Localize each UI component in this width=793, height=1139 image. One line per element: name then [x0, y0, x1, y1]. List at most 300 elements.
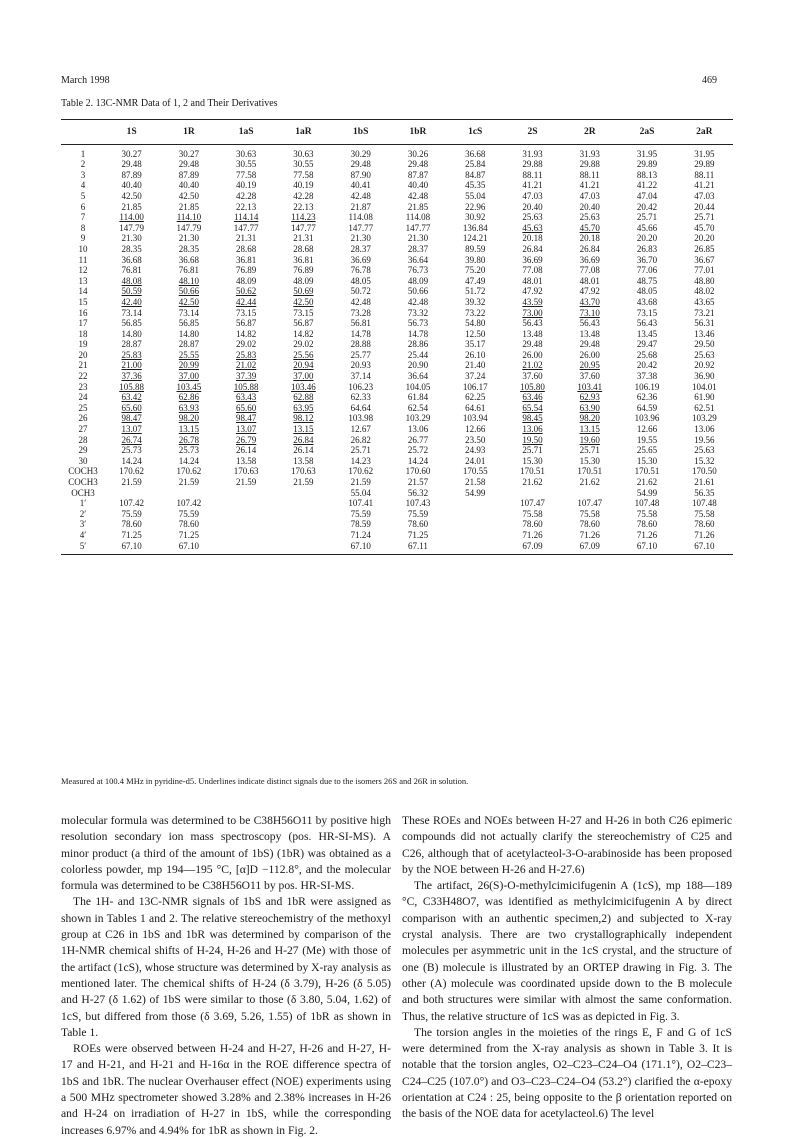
table-row — [61, 360, 733, 371]
table-cell — [447, 541, 504, 555]
table-cell: 28.37 — [407, 243, 429, 254]
table-cell: 29.02 — [236, 339, 257, 350]
table-cell: 14.24 — [407, 455, 429, 466]
table-cell: 104.05 — [405, 381, 431, 392]
table-cell — [504, 488, 561, 499]
table-cell: 47.03 — [579, 190, 600, 201]
table-cell: 42.50 — [178, 296, 200, 307]
table-cell: 106.19 — [634, 381, 660, 392]
table-cell: 42.28 — [293, 190, 314, 201]
table-cell: 71.25 — [178, 529, 200, 540]
table-cell: 103.41 — [577, 381, 603, 392]
table-cell: 67.09 — [579, 540, 600, 551]
table-cell: 25.71 — [579, 445, 600, 456]
table-cell: 63.90 — [579, 402, 600, 413]
table-cell: 114.23 — [291, 212, 316, 223]
table-row — [61, 180, 733, 191]
table-row — [61, 276, 733, 287]
table-cell: 29.48 — [522, 339, 543, 350]
table-cell: 54.99 — [465, 487, 486, 498]
table-cell: 62.25 — [465, 392, 486, 403]
table-cell: 15.32 — [694, 455, 715, 466]
table-cell: 73.15 — [293, 307, 314, 318]
table-cell: 170.51 — [520, 466, 545, 477]
table-cell: 39.32 — [465, 296, 486, 307]
table-cell: 48.05 — [350, 275, 371, 286]
row-label: 5′ — [79, 540, 87, 551]
table-cell: 26.74 — [121, 434, 142, 445]
table-cell: 170.51 — [634, 466, 660, 477]
table-cell: 73.21 — [694, 307, 715, 318]
table-cell: 103.46 — [291, 381, 316, 392]
table-cell: 41.22 — [636, 180, 658, 191]
row-label: 7 — [80, 212, 86, 223]
table-row — [61, 329, 733, 340]
table-cell: 21.61 — [694, 477, 715, 487]
column-header: 1R — [160, 120, 217, 145]
table-cell: 20.94 — [293, 360, 314, 371]
table-cell: 36.69 — [522, 254, 543, 265]
table-cell: 114.14 — [233, 212, 259, 223]
table-row — [61, 466, 733, 477]
table-cell: 73.15 — [236, 307, 257, 318]
table-cell: 45.70 — [694, 222, 715, 233]
table-cell: 13.06 — [407, 424, 429, 435]
table-cell: 19.55 — [636, 434, 658, 445]
table-row — [61, 413, 733, 424]
table-cell: 71.25 — [121, 529, 142, 540]
table-cell: 36.69 — [579, 254, 600, 265]
table-cell: 76.78 — [350, 265, 371, 276]
table-cell: 39.80 — [465, 254, 486, 265]
table-cell: 64.61 — [465, 402, 486, 413]
page-number: 469 — [702, 75, 717, 86]
table-cell: 26.14 — [236, 445, 257, 456]
column-header: 1S — [103, 120, 160, 145]
table-cell: 107.47 — [577, 498, 603, 509]
table-cell: 12.66 — [465, 424, 486, 435]
table-cell: 63.95 — [293, 402, 314, 413]
table-cell: 14.23 — [350, 455, 371, 466]
table-cell: 21.30 — [178, 233, 200, 244]
table-cell: 87.90 — [350, 169, 371, 180]
table-cell: 26.00 — [579, 349, 600, 360]
table-cell: 71.26 — [579, 529, 600, 540]
table-cell: 20.40 — [579, 201, 600, 212]
row-label: 21 — [78, 360, 88, 371]
table-cell: 56.87 — [236, 318, 257, 329]
table-cell: 31.95 — [636, 148, 658, 159]
table-cell: 107.42 — [176, 498, 202, 509]
table-cell: 47.49 — [465, 275, 486, 286]
paragraph: The torsion angles in the moieties of the rings E, F and G of 1cS were determined from the X-ray analysis as shown in Table 3. It is notable that the torsion angles, O2–C23–C24–O4 (171.1°), O2–C23–C24–C25 (107.0°) and O3–C23–C24–O4 (53.2°) clarified the α-epoxy orientation at C24 : 25, being opposite to the β orientation reported on the basis of the NOE data for acetylacteol.6) The level — [402, 1025, 732, 1121]
table-cell: 37.36 — [121, 371, 142, 382]
row-label: 9 — [80, 233, 86, 244]
table-cell: 73.14 — [178, 307, 200, 318]
table-cell: 50.59 — [121, 286, 142, 297]
table-cell: 26.10 — [465, 349, 486, 360]
table-cell: 25.73 — [121, 445, 142, 456]
table-cell: 42.40 — [121, 296, 142, 307]
table-cell: 77.01 — [694, 265, 715, 276]
table-cell: 75.58 — [522, 508, 543, 519]
table-cell: 63.43 — [236, 392, 257, 403]
table-cell: 36.69 — [350, 254, 371, 265]
table-cell — [103, 488, 160, 499]
table-cell: 20.92 — [694, 360, 715, 371]
table-cell: 63.93 — [178, 402, 200, 413]
table-cell: 37.14 — [350, 371, 371, 382]
row-label: 8 — [80, 222, 86, 233]
table-cell: 21.85 — [121, 201, 142, 212]
table-cell — [275, 488, 332, 499]
table-cell: 78.60 — [694, 519, 715, 530]
table-cell: 87.89 — [121, 169, 142, 180]
table-cell: 21.62 — [522, 477, 543, 487]
table-cell: 21.59 — [121, 477, 142, 487]
table-cell: 42.48 — [407, 296, 429, 307]
table-row — [61, 392, 733, 403]
table-row — [61, 403, 733, 414]
table-cell: 78.60 — [121, 519, 142, 530]
table-row — [61, 233, 733, 244]
row-label: 10 — [78, 243, 88, 254]
column-header: 1cS — [447, 120, 504, 145]
table-cell: 36.81 — [236, 254, 257, 265]
row-label: 4′ — [79, 529, 87, 540]
table-cell: 56.87 — [293, 318, 314, 329]
table-cell: 30.63 — [293, 148, 314, 159]
table-cell: 21.62 — [579, 477, 600, 487]
table-cell: 78.60 — [522, 519, 543, 530]
table-cell: 170.51 — [577, 466, 603, 477]
table-row — [61, 212, 733, 223]
table-cell: 26.84 — [293, 434, 314, 445]
table-cell: 19.56 — [694, 434, 715, 445]
table-cell: 29.02 — [293, 339, 314, 350]
table-cell: 103.96 — [634, 413, 660, 424]
table-cell — [275, 519, 332, 530]
table-cell: 56.43 — [579, 318, 600, 329]
table-cell: 73.28 — [350, 307, 371, 318]
table-cell: 19.50 — [522, 434, 543, 445]
table-cell: 14.80 — [121, 328, 142, 339]
body-column-right — [402, 813, 732, 1123]
table-cell: 13.06 — [694, 424, 715, 435]
table-cell: 170.55 — [462, 466, 488, 477]
table-header-row — [61, 120, 733, 145]
table-cell: 56.85 — [178, 318, 200, 329]
table-caption: Table 2. 13C-NMR Data of 1, 2 and Their Derivatives — [61, 98, 278, 109]
row-label: 22 — [78, 371, 88, 382]
table-cell: 28.37 — [350, 243, 371, 254]
table-cell: 98.20 — [579, 413, 600, 424]
table-row — [61, 244, 733, 255]
table-row — [61, 350, 733, 361]
table-cell: 40.40 — [178, 180, 200, 191]
table-row — [61, 456, 733, 467]
table-cell: 50.69 — [293, 286, 314, 297]
table-cell: 124.21 — [462, 233, 488, 244]
table-cell: 42.48 — [350, 296, 371, 307]
table-cell: 77.08 — [522, 265, 543, 276]
table-cell: 23.50 — [465, 434, 486, 445]
table-cell: 21.31 — [236, 233, 257, 244]
table-cell: 114.00 — [119, 212, 144, 223]
table-cell: 37.24 — [465, 371, 486, 382]
table-cell: 22.96 — [465, 201, 486, 212]
table-cell: 14.82 — [236, 328, 257, 339]
table-cell: 37.38 — [636, 371, 658, 382]
table-cell: 20.44 — [694, 201, 715, 212]
table-cell: 47.92 — [579, 286, 600, 297]
table-cell: 76.81 — [178, 265, 200, 276]
table-cell: 76.81 — [121, 265, 142, 276]
table-cell: 107.48 — [634, 498, 660, 509]
table-cell: 98.12 — [293, 413, 314, 424]
row-label: 2′ — [79, 508, 87, 519]
row-label: COCH3 — [68, 477, 98, 487]
table-cell: 88.11 — [579, 169, 600, 180]
table-cell: 43.68 — [636, 296, 658, 307]
table-row — [61, 159, 733, 170]
table-cell: 21.85 — [178, 201, 200, 212]
table-cell — [275, 530, 332, 541]
table-cell: 30.55 — [293, 159, 314, 170]
table-cell: 105.88 — [119, 381, 144, 392]
table-cell: 71.26 — [694, 529, 715, 540]
table-cell: 14.78 — [407, 328, 429, 339]
table-cell: 25.71 — [350, 445, 371, 456]
table-row — [61, 445, 733, 456]
paragraph: The artifact, 26(S)-O-methylcimicifugenin A (1cS), mp 188—189 °C, C33H48O7, was identified as methylcimicifugenin A by direct comparison with an authentic specimen,2) and subjected to X-ray crystal analysis. There are two crystallographically independent molecules per asymmetric unit in the 1cS crystal, and the structure of one (B) molecule is illustrated by an ORTEP drawing in Fig. 3. The other (A) molecule was coordinated upside down to the B molecule and both structures were similar with almost the same conformation. Thus, the relative structure of 1cS was as depicted in Fig. 3. — [402, 879, 732, 1023]
table-cell: 29.50 — [694, 339, 715, 350]
row-label: 25 — [78, 402, 88, 413]
table-row — [61, 509, 733, 520]
table-cell: 62.88 — [293, 392, 314, 403]
table-cell: 56.35 — [694, 487, 715, 498]
table-cell: 30.26 — [407, 148, 429, 159]
table-cell: 48.09 — [407, 275, 429, 286]
table-cell: 107.48 — [691, 498, 717, 509]
table-cell: 28.68 — [236, 243, 257, 254]
table-cell: 21.59 — [293, 477, 314, 487]
table-cell: 29.48 — [407, 159, 429, 170]
table-cell: 20.40 — [522, 201, 543, 212]
table-cell: 98.20 — [178, 413, 200, 424]
table-cell: 103.98 — [348, 413, 374, 424]
table-row — [61, 435, 733, 446]
table-cell: 14.24 — [121, 455, 142, 466]
table-cell: 50.62 — [236, 286, 257, 297]
table-cell: 50.72 — [350, 286, 371, 297]
table-cell: 31.93 — [579, 148, 600, 159]
table-cell: 42.28 — [236, 190, 257, 201]
table-cell: 48.01 — [579, 275, 600, 286]
table-cell: 78.60 — [579, 519, 600, 530]
table-cell: 136.84 — [462, 222, 488, 233]
table-cell: 37.00 — [293, 371, 314, 382]
table-cell: 21.00 — [121, 360, 142, 371]
row-label: 5 — [80, 190, 86, 201]
table-cell: 103.29 — [691, 413, 717, 424]
table-cell: 47.03 — [522, 190, 543, 201]
table-cell: 73.00 — [522, 307, 543, 318]
table-cell: 14.80 — [178, 328, 200, 339]
table-cell: 14.24 — [178, 455, 200, 466]
table-cell: 25.71 — [636, 212, 658, 223]
table-cell: 19.60 — [579, 434, 600, 445]
table-cell: 48.75 — [636, 275, 658, 286]
paragraph: molecular formula was determined to be C38H56O11 by positive high resolution secondary ion mass spectroscopy (pos. HR-SI-MS). A minor product (a third of the amount of 1bS) (1bR) was obtained as a colorless powder, mp 194—195 °C, [α]D −112.8°, and the molecular formula was determined to be C38H56O11 by pos. HR-SI-MS. — [61, 814, 391, 893]
table-cell: 64.59 — [636, 402, 658, 413]
table-cell: 15.30 — [579, 455, 600, 466]
table-cell: 30.63 — [236, 148, 257, 159]
table-cell: 21.58 — [465, 477, 486, 487]
table-cell: 25.71 — [694, 212, 715, 223]
row-label: 27 — [78, 424, 88, 435]
table-cell: 62.86 — [178, 392, 200, 403]
table-cell: 25.83 — [236, 349, 257, 360]
column-header — [61, 120, 103, 145]
table-cell: 37.00 — [178, 371, 200, 382]
table-cell: 170.60 — [405, 466, 431, 477]
table-cell: 48.10 — [178, 275, 200, 286]
row-label: 3 — [80, 169, 86, 180]
table-row — [61, 488, 733, 499]
table-cell: 42.48 — [350, 190, 371, 201]
nmr-data-table — [61, 119, 733, 555]
table-cell: 42.48 — [407, 190, 429, 201]
table-cell — [561, 488, 618, 499]
table-cell: 47.03 — [694, 190, 715, 201]
table-cell: 36.68 — [121, 254, 142, 265]
table-cell: 47.92 — [522, 286, 543, 297]
table-cell: 25.65 — [636, 445, 658, 456]
table-cell: 25.44 — [407, 349, 429, 360]
table-cell: 13.58 — [293, 455, 314, 466]
table-cell: 147.77 — [348, 222, 374, 233]
table-cell: 13.07 — [121, 424, 142, 435]
row-label: 6 — [80, 201, 86, 212]
table-cell: 29.88 — [579, 159, 600, 170]
table-cell: 67.09 — [522, 540, 543, 551]
table-cell: 20.20 — [636, 233, 658, 244]
column-header: 2R — [561, 120, 618, 145]
table-cell: 170.62 — [176, 466, 202, 477]
table-cell: 77.58 — [293, 169, 314, 180]
table-cell: 20.42 — [636, 201, 658, 212]
table-cell: 56.43 — [522, 318, 543, 329]
table-cell: 103.45 — [176, 381, 202, 392]
table-cell: 55.04 — [465, 190, 486, 201]
table-cell: 21.62 — [636, 477, 658, 487]
table-cell: 67.10 — [178, 540, 200, 551]
table-cell: 87.87 — [407, 169, 429, 180]
table-cell: 48.08 — [121, 275, 142, 286]
table-cell: 25.73 — [178, 445, 200, 456]
table-cell: 15.30 — [522, 455, 543, 466]
table-cell: 21.59 — [178, 477, 200, 487]
table-cell: 56.32 — [407, 487, 429, 498]
table-cell: 20.20 — [694, 233, 715, 244]
table-cell: 147.79 — [176, 222, 202, 233]
table-cell — [275, 541, 332, 555]
table-cell: 63.42 — [121, 392, 142, 403]
table-cell: 106.23 — [348, 381, 374, 392]
table-cell: 107.47 — [520, 498, 545, 509]
table-cell: 12.66 — [636, 424, 658, 435]
table-row — [61, 371, 733, 382]
table-cell — [160, 488, 217, 499]
table-cell: 24.93 — [465, 445, 486, 456]
table-cell: 41.21 — [694, 180, 715, 191]
table-cell: 13.46 — [694, 328, 715, 339]
column-header: 1bS — [332, 120, 389, 145]
table-cell: 40.19 — [293, 180, 314, 191]
table-cell: 88.11 — [522, 169, 543, 180]
table-cell — [447, 530, 504, 541]
table-cell: 64.64 — [350, 402, 371, 413]
table-cell: 13.58 — [236, 455, 257, 466]
table-cell: 36.81 — [293, 254, 314, 265]
table-cell: 42.50 — [178, 190, 200, 201]
table-cell: 45.35 — [465, 180, 486, 191]
table-cell: 114.08 — [348, 212, 373, 223]
table-row — [61, 339, 733, 350]
table-cell: 28.87 — [178, 339, 200, 350]
table-cell: 45.66 — [636, 222, 658, 233]
table-cell: 26.14 — [293, 445, 314, 456]
table-cell: 26.84 — [522, 243, 543, 254]
column-header: 1bR — [389, 120, 446, 145]
row-label: 14 — [78, 286, 88, 297]
table-cell: 62.54 — [407, 402, 429, 413]
column-header: 2S — [504, 120, 561, 145]
table-cell: 170.50 — [691, 466, 717, 477]
table-cell: 71.26 — [636, 529, 658, 540]
table-cell: 25.84 — [465, 159, 486, 170]
table-cell: 50.66 — [178, 286, 200, 297]
table-cell: 22.13 — [293, 201, 314, 212]
table-cell: 25.63 — [694, 349, 715, 360]
table-cell: 65.60 — [121, 402, 142, 413]
table-cell — [275, 498, 332, 509]
table-cell: 13.48 — [522, 328, 543, 339]
row-label: 30 — [78, 455, 88, 466]
table-cell — [218, 519, 275, 530]
table-cell: 25.55 — [178, 349, 200, 360]
table-row — [61, 170, 733, 181]
table-cell: 36.90 — [694, 371, 715, 382]
row-label: OCH3 — [71, 487, 95, 498]
table-cell: 170.63 — [291, 466, 316, 477]
table-cell: 25.63 — [694, 445, 715, 456]
table-cell: 48.80 — [694, 275, 715, 286]
table-cell: 88.13 — [636, 169, 658, 180]
table-cell — [447, 498, 504, 509]
table-cell: 36.67 — [694, 254, 715, 265]
table-row — [61, 223, 733, 234]
table-cell: 48.05 — [636, 286, 658, 297]
table-cell: 73.22 — [465, 307, 486, 318]
table-cell: 56.73 — [407, 318, 429, 329]
table-row — [61, 255, 733, 266]
table-cell: 78.60 — [407, 519, 429, 530]
table-cell: 67.10 — [636, 540, 658, 551]
table-cell: 25.83 — [121, 349, 142, 360]
table-cell: 40.41 — [350, 180, 371, 191]
